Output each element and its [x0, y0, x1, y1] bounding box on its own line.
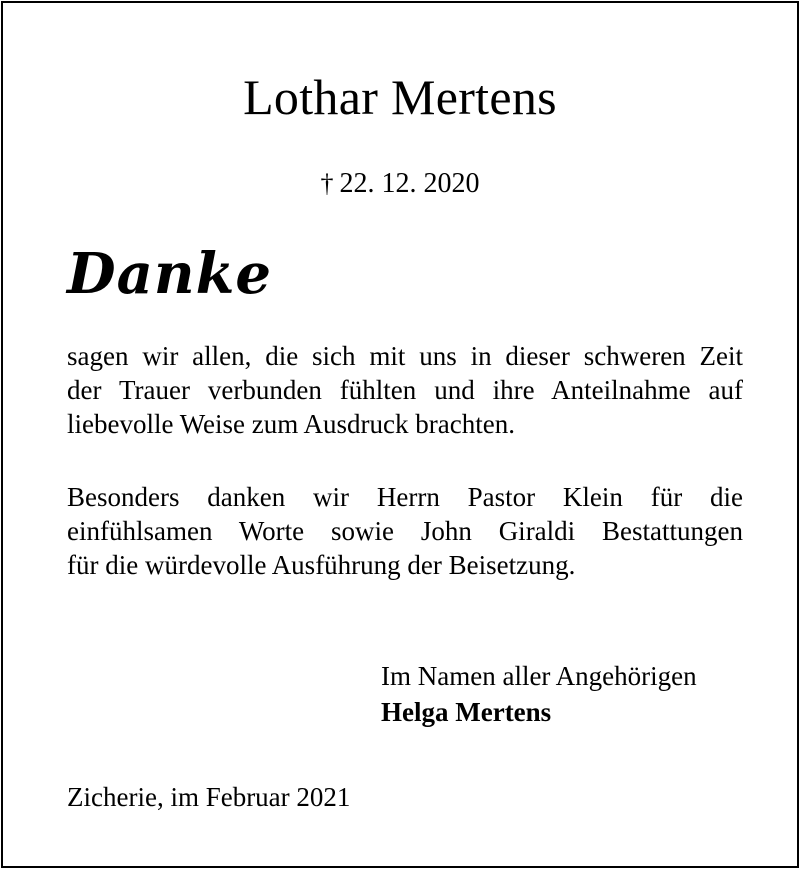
danke-headline: Danke — [67, 241, 272, 307]
paragraph-line: für die würdevolle Ausführung der Beisetzung. — [67, 550, 576, 580]
paragraph-line: liebevolle Weise zum Ausdruck brachten. — [67, 409, 515, 439]
place-date: Zicherie, im Februar 2021 — [67, 782, 351, 812]
deceased-name: Lothar Mertens — [243, 69, 557, 125]
paragraph-line: Besonders danken wir Herrn Pastor Klein für die — [67, 482, 743, 512]
thanks-paragraph — [67, 339, 743, 441]
paragraph-line: der Trauer verbunden fühlten und ihre Anteilnahme auf — [67, 375, 743, 405]
death-date-line — [3, 168, 797, 200]
cross-icon: † — [320, 169, 334, 198]
death-date: 22. 12. 2020 — [339, 168, 480, 199]
signature-block — [381, 658, 697, 730]
signature-name: Helga Mertens — [381, 697, 552, 727]
paragraph-line: einfühlsamen Worte sowie John Giraldi Bestattungen — [67, 516, 743, 546]
notice-frame — [1, 1, 799, 868]
signature-intro: Im Namen aller Angehörigen — [381, 661, 697, 691]
special-thanks-paragraph — [67, 480, 743, 582]
paragraph-line: sagen wir allen, die sich mit uns in dieser schweren Zeit — [67, 341, 743, 371]
